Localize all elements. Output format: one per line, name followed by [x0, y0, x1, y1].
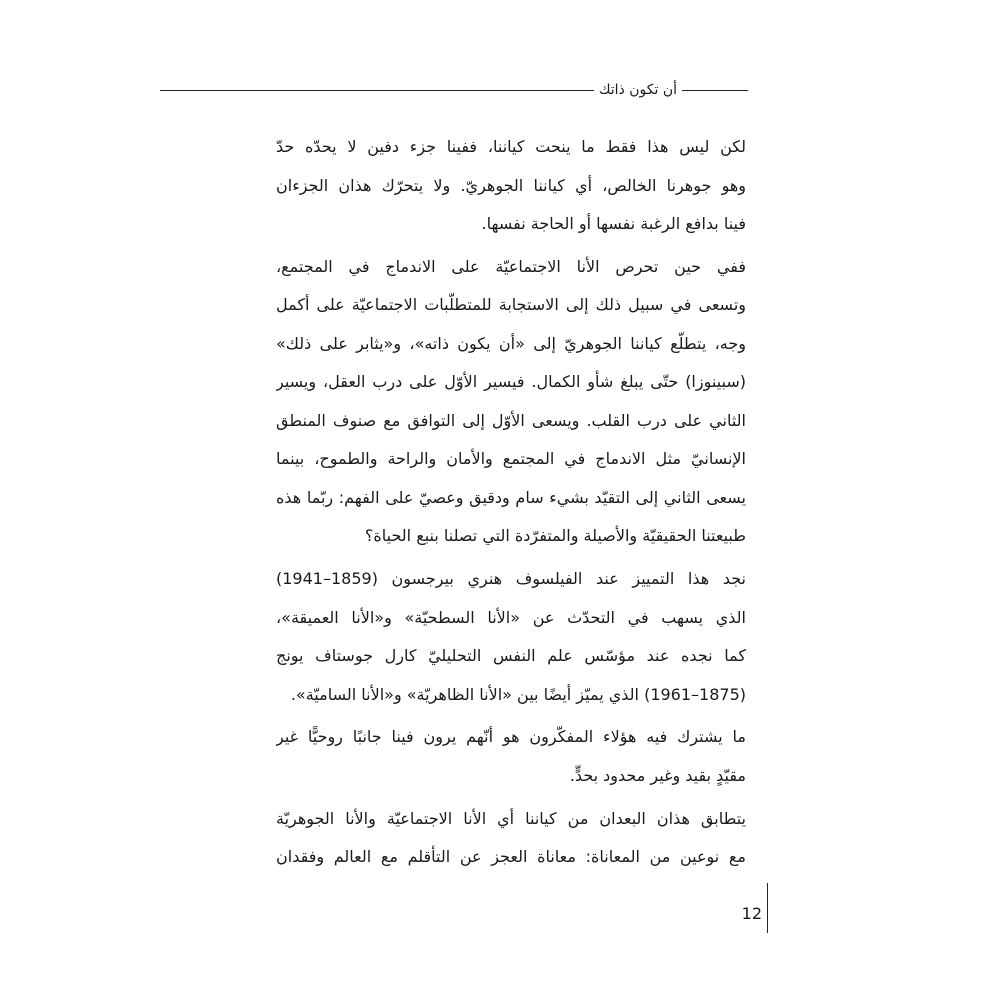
- text-line: يتطابق هذان البعدان من كياننا أي الأنا الاجتماعيّة والأنا الجوهريّة: [276, 808, 746, 828]
- running-header: [160, 78, 748, 102]
- paragraph: [276, 128, 746, 244]
- page-number: 12: [741, 904, 762, 923]
- running-header-title: أن تكون ذاتك: [598, 82, 678, 98]
- text-line: الذي يسهب في التحدّث عن «الأنا السطحيّة» و«الأنا العميقة»،: [276, 607, 746, 627]
- text-line: (سبينوزا) حتّى يبلغ شأو الكمال. فيسير الأوّل على درب العقل، ويسير: [276, 372, 746, 392]
- text-line: لكن ليس هذا فقط ما ينحت كياننا، ففينا جزء دفين لا يحدّه حدّ: [276, 137, 746, 156]
- paragraph: [276, 248, 746, 556]
- text-line: الثاني على درب القلب. ويسعى الأوّل إلى التوافق مع صنوف المنطق: [276, 410, 746, 430]
- text-line: كما نجده عند مؤسّس علم النفس التحليليّ كارل جوستاف يونج: [276, 646, 746, 666]
- paragraph: [276, 718, 746, 795]
- text-line: فينا بدافع الرغبة نفسها أو الحاجة نفسها.: [481, 214, 746, 233]
- text-line: طبيعتنا الحقيقيّة والأصيلة والمتفرّدة التي تصلنا بنبع الحياة؟: [364, 526, 746, 546]
- header-rule-left: [160, 90, 594, 91]
- text-line: الإنسانيّ مثل الاندماج في المجتمع والأمان والراحة والطموح، بينما: [276, 449, 746, 469]
- text-line: ما يشترك فيه هؤلاء المفكّرون هو أنّهم يرون فينا جانبًا روحيًّا غير: [276, 727, 746, 747]
- text-line: وتسعى في سبيل ذلك إلى الاستجابة للمتطلّبات الاجتماعيّة على أكمل: [276, 295, 746, 315]
- header-rule-right: [682, 90, 748, 91]
- body-text: [276, 128, 746, 881]
- text-line: وهو جوهرنا الخالص، أي كياننا الجوهريّ. ولا يتحرّك هذان الجزءان: [276, 175, 746, 195]
- footer-rule: [767, 883, 768, 933]
- text-line: (1875–1961) الذي يميّز أيضًا بين «الأنا الظاهريّة» و«الأنا الساميّة».: [290, 684, 746, 704]
- text-line: وجه، يتطلّع كياننا الجوهريّ إلى «أن يكون ذاته»، و«يثابر على ذلك»: [276, 333, 746, 353]
- text-line: يسعى الثاني إلى التقيّد بشيء سام ودقيق وعصيّ على الفهم: ربّما هذه: [276, 487, 746, 507]
- text-line: نجد هذا التمييز عند الفيلسوف هنري بيرجسون (1859–1941): [276, 569, 746, 589]
- text-line: مع نوعين من المعاناة: معاناة العجز عن التأقلم مع العالم وفقدان: [276, 847, 746, 867]
- text-line: ففي حين تحرص الأنا الاجتماعيّة على الاندماج في المجتمع،: [276, 256, 746, 276]
- paragraph: [276, 560, 746, 714]
- text-line: مقيّدٍ بقيد وغير محدود بحدٍّ.: [569, 765, 746, 785]
- paragraph: [276, 800, 746, 877]
